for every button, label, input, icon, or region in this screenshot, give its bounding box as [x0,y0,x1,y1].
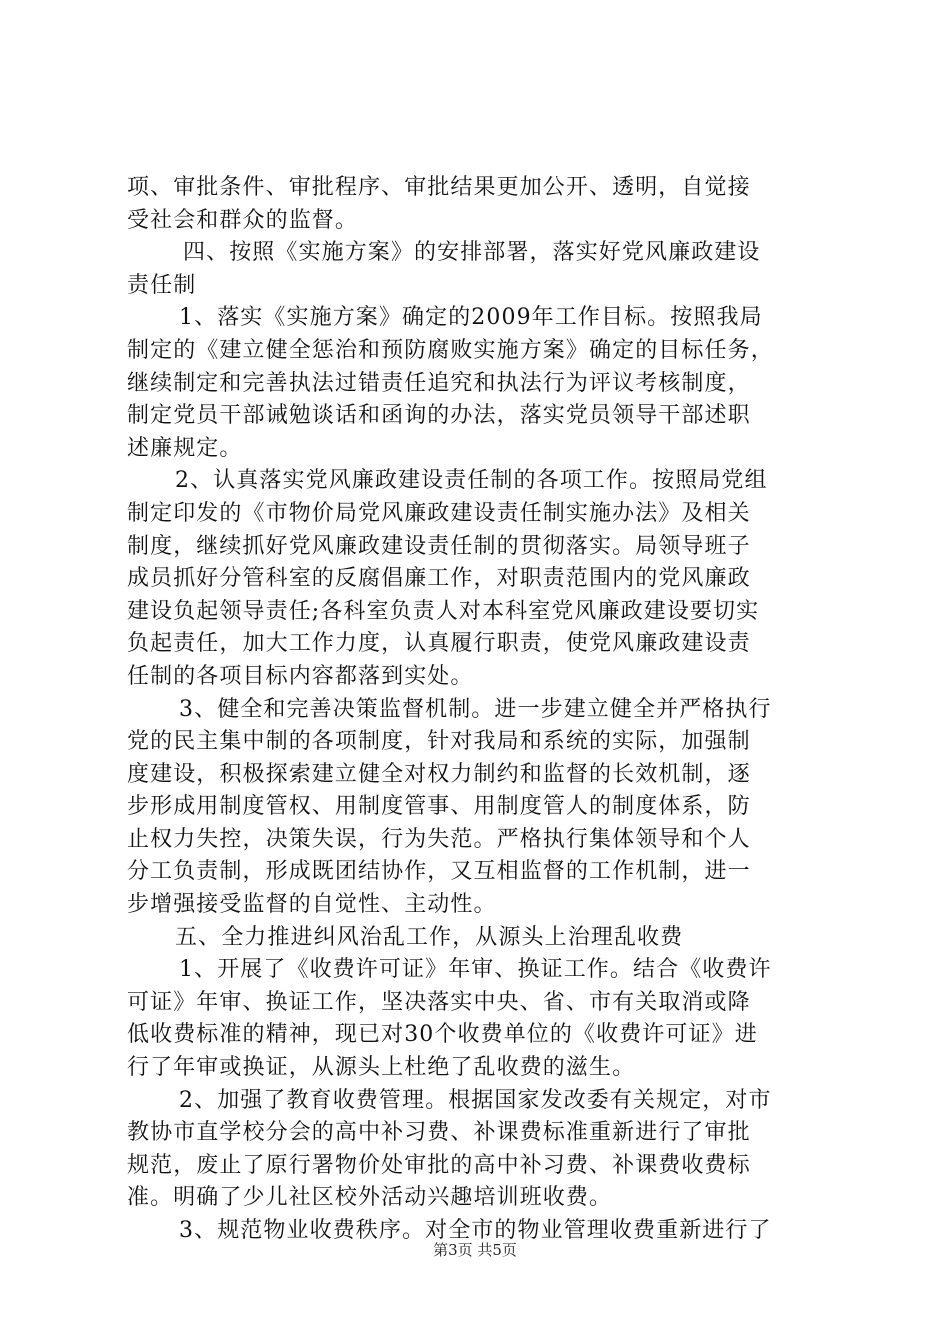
text-line: 制定印发的《市物价局党风廉政建设责任制实施办法》及相关 [127,500,751,526]
text-line: 任制的各项目标内容都落到实处。 [127,663,474,689]
text-line: 建设负起领导责任;各科室负责人对本科室党风廉政建设要切实 [127,598,760,624]
text-line: 项、审批条件、审批程序、审批结果更加公开、透明，自觉接 [127,175,751,200]
text-line: 3、规范物业收费秩序。对全市的物业管理收费重新进行了 [179,1218,772,1243]
text-line: 制定的《建立健全惩治和预防腐败实施方案》确定的目标任务， [127,337,774,363]
text-line: 五、全力推进纠风治乱工作，从源头上治理乱收费 [175,924,684,950]
document-body [127,172,839,1248]
text-line: 述廉规定。 [127,435,243,461]
text-line: 1、开展了《收费许可证》年审、换证工作。结合《收费许 [179,957,772,983]
text-line: 2、加强了教育收费管理。根据国家发改委有关规定，对市 [179,1087,772,1113]
text-line: 止权力失控，决策失误，行为失范。严格执行集体领导和个人 [127,826,751,852]
text-line: 3、健全和完善决策监督机制。进一步建立健全并严格执行 [179,696,772,722]
text-line: 2、认真落实党风廉政建设责任制的各项工作。按照局党组 [175,468,768,494]
text-line: 党的民主集中制的各项制度，针对我局和系统的实际，加强制 [127,729,751,755]
text-line: 步形成用制度管权、用制度管事、用制度管人的制度体系，防 [127,794,751,820]
text-line: 四、按照《实施方案》的安排部署，落实好党风廉政建设 [183,240,761,266]
text-line: 教协市直学校分会的高中补习费、补课费标准重新进行了审批 [127,1120,751,1146]
text-line: 受社会和群众的监督。 [127,207,359,233]
text-line: 度建设，积极探索建立健全对权力制约和监督的长效机制，逐 [127,761,751,787]
text-line: 1、落实《实施方案》确定的2009年工作目标。按照我局 [179,305,763,331]
text-line: 可证》年审、换证工作，坚决落实中央、省、市有关取消或降 [127,989,751,1015]
text-line: 低收费标准的精神，现已对30个收费单位的《收费许可证》进 [127,1022,758,1048]
text-line: 准。明确了少儿社区校外活动兴趣培训班收费。 [127,1185,613,1211]
text-line: 负起责任，加大工作力度，认真履行职责，使党风廉政建设责 [127,631,751,657]
text-line: 制度，继续抓好党风廉政建设责任制的贯彻落实。局领导班子 [127,533,751,559]
page-footer: 第3页 共5页 [433,1241,517,1259]
text-line: 规范，废止了原行署物价处审批的高中补习费、补课费收费标 [127,1152,751,1178]
text-line: 责任制 [127,272,197,298]
text-line: 继续制定和完善执法过错责任追究和执法行为评议考核制度， [127,370,751,396]
text-line: 行了年审或换证，从源头上杜绝了乱收费的滋生。 [127,1055,636,1081]
text-line: 制定党员干部诫勉谈话和函询的办法，落实党员领导干部述职 [127,403,751,429]
text-line: 成员抓好分管科室的反腐倡廉工作，对职责范围内的党风廉政 [127,566,751,592]
text-line: 分工负责制，形成既团结协作，又互相监督的工作机制，进一 [127,859,751,885]
text-line: 步增强接受监督的自觉性、主动性。 [127,892,497,918]
